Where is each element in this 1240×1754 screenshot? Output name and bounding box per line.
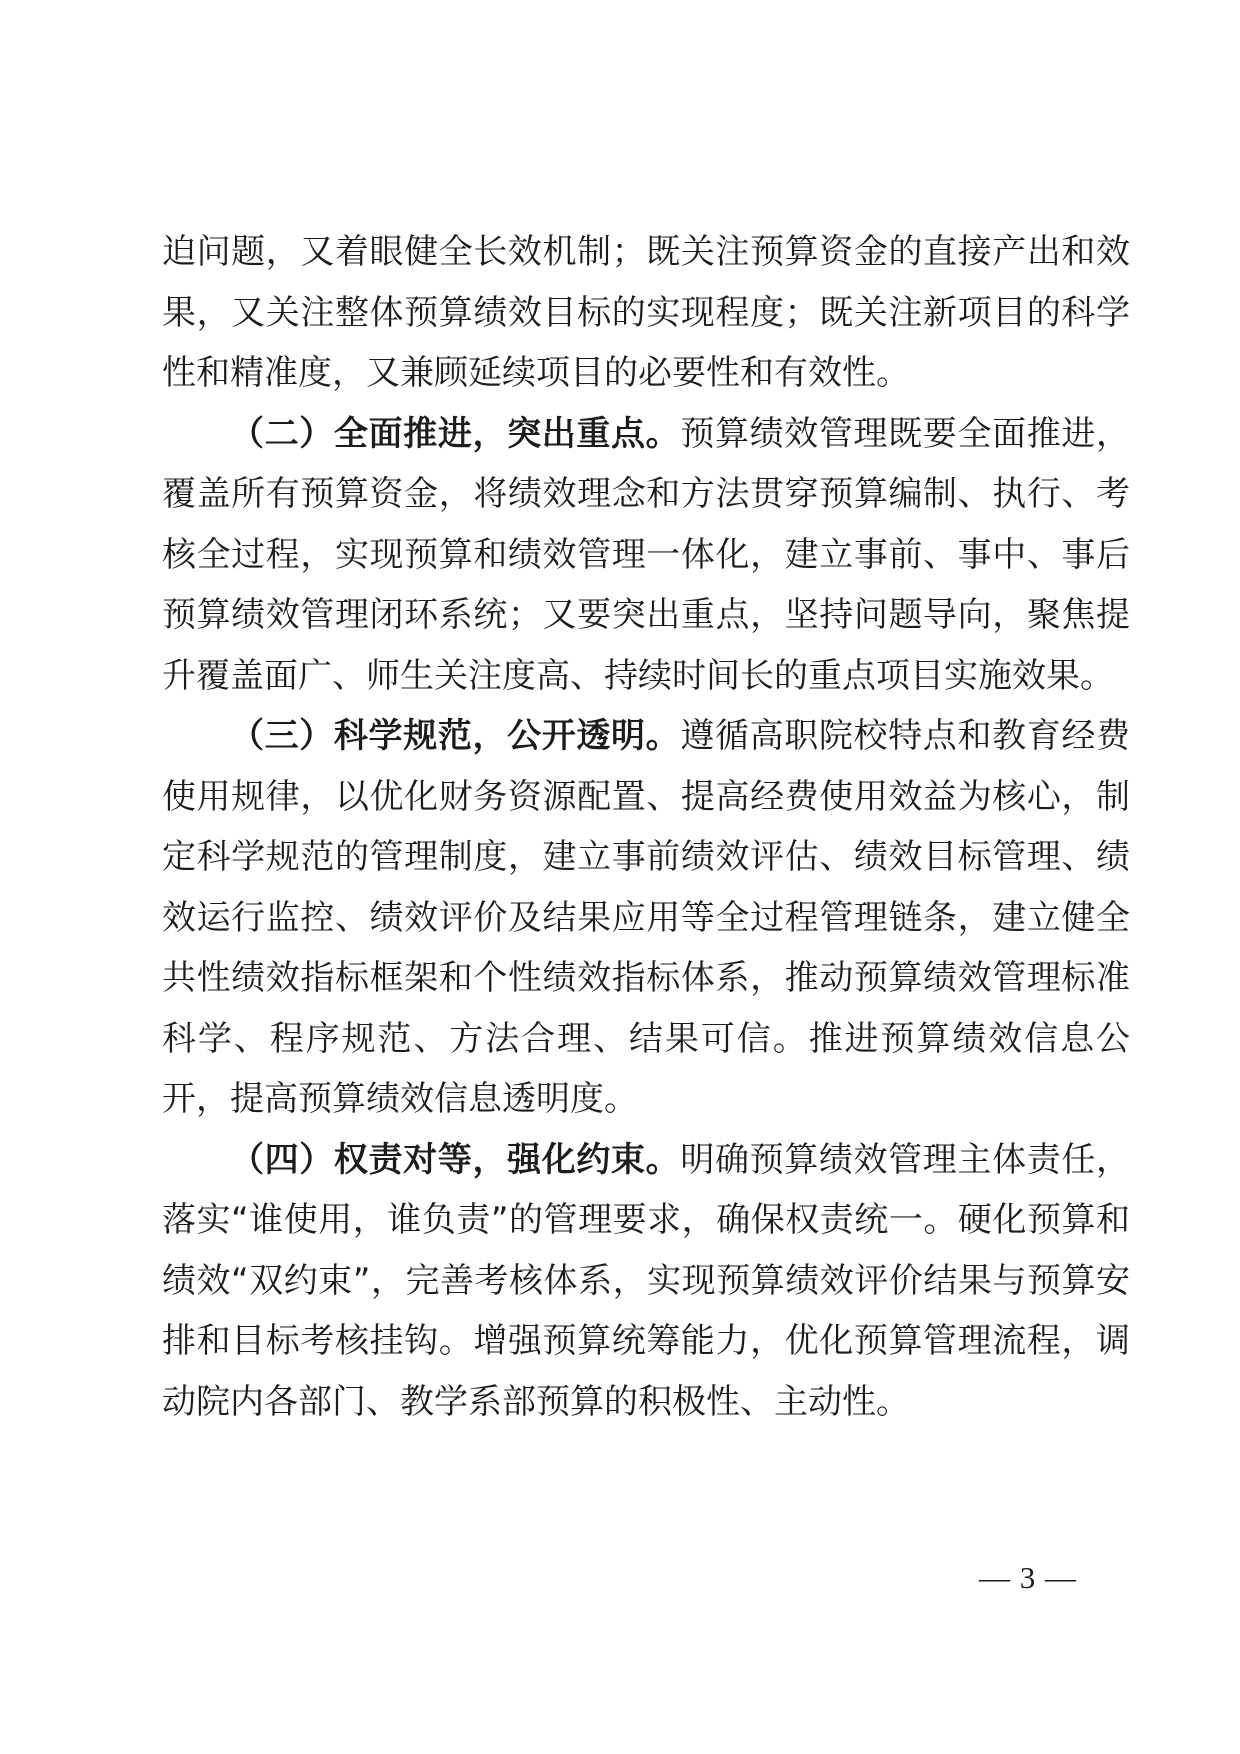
paragraph-section-3 bbox=[162, 706, 1130, 1130]
paragraph-section-4 bbox=[162, 1130, 1130, 1433]
paragraph-text: 遵循高职院校特点和教育经费使用规律，以优化财务资源配置、提高经费使用效益为核心，制定科学规范的管理制度，建立事前绩效评估、绩效目标管理、绩效运行监控、绩效评价及结果应用等全过程管理链条，建立健全共性绩效指标框架和个性绩效指标体系，推动预算绩效管理标准科学、程序规范、方法合理、结果可信。推进预算绩效信息公开，提高预算绩效信息透明度。 bbox=[162, 716, 1131, 1119]
paragraph-section-2 bbox=[162, 404, 1130, 707]
paragraph-text: 迫问题，又着眼健全长效机制；既关注预算资金的直接产出和效果，又关注整体预算绩效目标的实现程度；既关注新项目的科学性和精准度，又兼顾延续项目的必要性和有效性。 bbox=[162, 232, 1130, 393]
paragraph-text: 预算绩效管理既要全面推进，覆盖所有预算资金，将绩效理念和方法贯穿预算编制、执行、考核全过程，实现预算和绩效管理一体化，建立事前、事中、事后预算绩效管理闭环系统；又要突出重点，坚持问题导向，聚焦提升覆盖面广、师生关注度高、持续时间长的重点项目实施效果。 bbox=[162, 413, 1131, 696]
section-heading: （三）科学规范，公开透明。 bbox=[230, 716, 681, 756]
page-number: — 3 — bbox=[979, 1560, 1077, 1595]
section-heading: （四）权责对等，强化约束。 bbox=[230, 1139, 681, 1180]
paragraph-continuation bbox=[162, 222, 1130, 404]
section-heading: （二）全面推进，突出重点。 bbox=[230, 413, 681, 454]
document-body bbox=[162, 222, 1130, 1432]
paragraph-text: 明确预算绩效管理主体责任，落实“谁使用，谁负责”的管理要求，确保权责统一。硬化预算和绩效“双约束”，完善考核体系，实现预算绩效评价结果与预算安排和目标考核挂钩。增强预算统筹能力，优化预算管理流程，调动院内各部门、教学系部预算的积极性、主动性。 bbox=[162, 1139, 1131, 1422]
